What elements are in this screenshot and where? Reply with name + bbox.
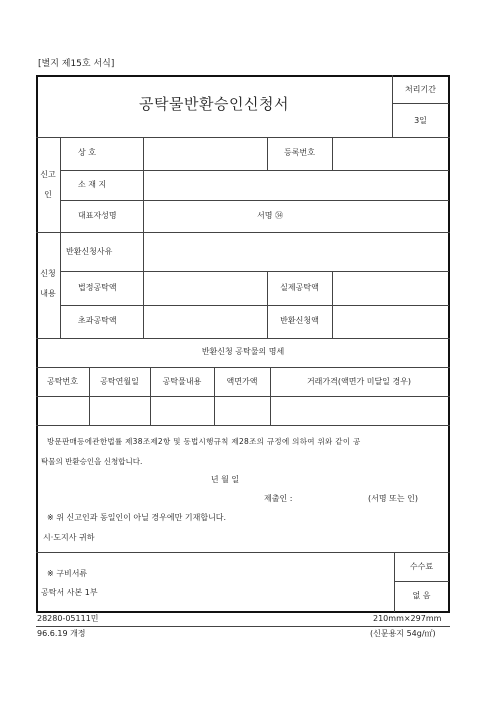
representative-label: 대표자성명 xyxy=(78,211,117,220)
fee-label: 수수료 xyxy=(409,562,434,571)
company-name-label: 상 호 xyxy=(78,148,96,157)
attachment-item: 공탁서 사본 1부 xyxy=(41,588,98,597)
details-column-header: 공탁번호 xyxy=(47,377,78,386)
recipient-label: 시·도지사 귀하 xyxy=(43,533,95,542)
frame-left xyxy=(36,75,38,612)
address-label: 소 재 지 xyxy=(78,180,107,189)
details-column-header: 공탁연월일 xyxy=(100,377,139,386)
details-title: 반환신청 공탁물의 명세 xyxy=(201,347,285,356)
face-value-cell[interactable] xyxy=(216,398,268,423)
actual-amount-field[interactable] xyxy=(334,274,446,303)
request-label-divider xyxy=(143,232,144,338)
excess-amount-field[interactable] xyxy=(145,308,265,336)
reporter-section-label-2: 인 xyxy=(44,190,52,199)
amount-divider-right xyxy=(332,271,333,338)
return-reason-field[interactable] xyxy=(145,235,446,269)
fee-row-divider xyxy=(394,581,449,582)
fee-value: 없 음 xyxy=(412,591,431,600)
details-col-divider-2 xyxy=(150,367,151,425)
applicant-field[interactable] xyxy=(306,490,366,504)
reporter-label-divider xyxy=(143,137,144,232)
representative-field[interactable] xyxy=(145,203,245,229)
return-reason-label: 반환신청사유 xyxy=(66,247,113,256)
excess-amount-label: 초과공탁액 xyxy=(78,316,117,325)
period-divider xyxy=(392,103,449,104)
company-name-field[interactable] xyxy=(145,140,265,168)
reporter-row-line-1 xyxy=(60,170,449,171)
registration-number-label: 등록번호 xyxy=(284,148,315,157)
attachments-label: ※ 구비서류 xyxy=(47,569,88,578)
applicant-note: ※ 위 신고인과 동일인이 아닐 경우에만 기재합니다. xyxy=(47,513,227,522)
request-section-label-2: 내용 xyxy=(40,289,56,298)
details-header-bottom xyxy=(36,396,450,397)
applicant-sign: (서명 또는 인) xyxy=(368,494,418,503)
fee-divider xyxy=(394,552,395,612)
paper-size: 210mm×297mm xyxy=(373,614,442,623)
form-title: 공탁물반환승인신청서 xyxy=(139,95,289,113)
regnum-divider-right xyxy=(332,137,333,170)
deposit-number-cell[interactable] xyxy=(38,398,87,423)
address-field[interactable] xyxy=(145,173,446,198)
statement-line-2: 탁물의 반환승인을 신청합니다. xyxy=(41,457,143,466)
request-section-label-1: 신청 xyxy=(40,269,56,278)
processing-period-label: 처리기간 xyxy=(405,85,436,94)
details-column-header: 거래가격(액면가 미달일 경우) xyxy=(306,377,412,386)
return-request-amount-label: 반환신청액 xyxy=(280,316,319,325)
footer-divider xyxy=(36,626,450,627)
reporter-section-label-1: 신고 xyxy=(40,170,56,179)
frame-right xyxy=(448,75,450,612)
statutory-amount-field[interactable] xyxy=(145,274,265,303)
actual-amount-label: 실제공탁액 xyxy=(280,283,319,292)
deposit-date-cell[interactable] xyxy=(91,398,148,423)
header-divider xyxy=(392,75,393,137)
details-table-bottom xyxy=(36,425,450,426)
statutory-amount-label: 법정공탁액 xyxy=(78,283,117,292)
details-column-header: 액면가액 xyxy=(226,377,258,386)
form-number-label: [별지 제15호 서식] xyxy=(38,59,115,69)
section-label-divider xyxy=(60,137,61,338)
statement-line-1: 방문판매등에관한법률 제38조제2항 및 동법시행규칙 제28조의 규정에 의하여 위와 같이 공 xyxy=(47,437,361,446)
details-col-divider-1 xyxy=(89,367,90,425)
frame-bottom xyxy=(36,611,450,613)
return-request-amount-field[interactable] xyxy=(334,308,446,336)
form-code: 28280-05111민 xyxy=(37,614,99,623)
request-row-line-1 xyxy=(60,271,449,272)
processing-period-value: 3일 xyxy=(414,116,427,125)
attachments-top xyxy=(36,552,450,553)
details-column-header: 공탁물내용 xyxy=(162,377,202,386)
revision-date: 96.6.19 개정 xyxy=(37,629,86,638)
details-col-divider-4 xyxy=(270,367,271,425)
details-header-top xyxy=(36,367,450,368)
reporter-section-bottom xyxy=(36,232,450,233)
request-row-line-2 xyxy=(60,305,449,306)
details-col-divider-3 xyxy=(214,367,215,425)
deposit-content-cell[interactable] xyxy=(152,398,212,423)
paper-type: (신문용지 54g/㎡) xyxy=(370,629,436,638)
header-separator xyxy=(36,137,450,138)
request-section-bottom xyxy=(36,338,450,339)
amount-divider-left xyxy=(267,271,268,338)
applicant-label: 제출인 : xyxy=(264,494,293,503)
transaction-price-cell[interactable] xyxy=(272,398,446,423)
frame-top xyxy=(36,75,450,77)
date-line: 년 월 일 xyxy=(210,475,240,484)
signature-label: 서명 ㉞ xyxy=(257,211,283,220)
registration-number-field[interactable] xyxy=(334,140,446,168)
reporter-row-line-2 xyxy=(60,200,449,201)
